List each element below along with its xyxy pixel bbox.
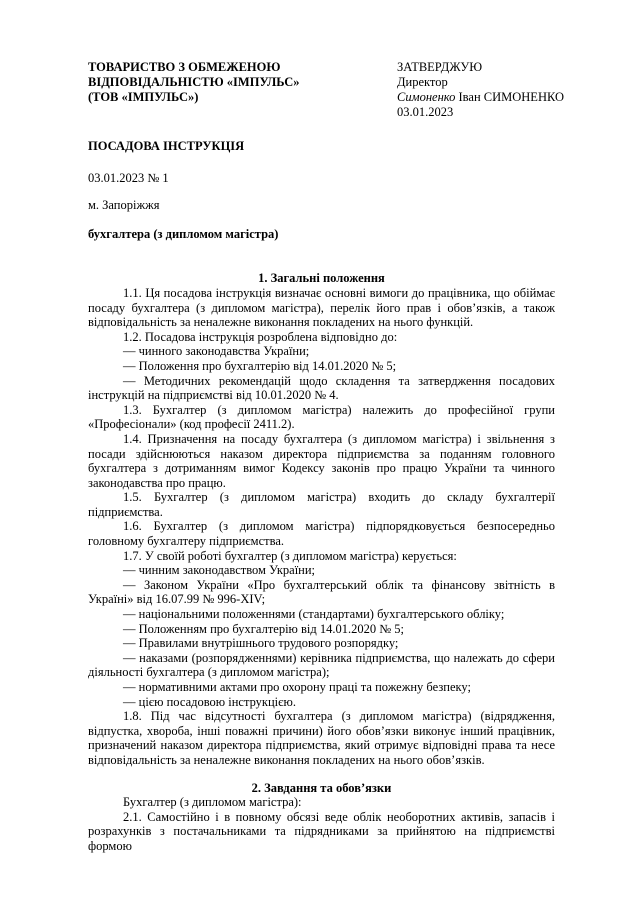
paragraph: — Положенням про бухгалтерію від 14.01.2020 № 5; [123, 621, 405, 636]
paragraph: — наказами (розпорядженнями) керівника підприємства, що належать до сфери діяльності бухгалтера (з дипломом магістра); [88, 650, 555, 680]
sections [88, 271, 555, 853]
document-header [88, 60, 565, 120]
paragraph: 1.6. Бухгалтер (з дипломом магістра) підпорядковується безпосередньо головному бухгалтеру підприємства. [88, 519, 555, 549]
paragraph: — Законом України «Про бухгалтерський облік та фінансову звітність в Україні» від 16.07.99 № 996-XIV; [88, 577, 555, 607]
paragraph: 1.4. Призначення на посаду бухгалтера (з дипломом магістра) і звільнення з посади здійснюються наказом директора підприємства за поданням головного бухгалтера з дотриманням вимог Кодексу законів про працю України та чинного законодавства про працю. [88, 431, 555, 490]
section-heading: 1. Загальні положення [258, 271, 385, 286]
paragraph: 1.5. Бухгалтер (з дипломом магістра) входить до складу бухгалтерії підприємства. [88, 490, 555, 519]
company-name-line: (ТОВ «ІМПУЛЬС») [88, 90, 199, 104]
section-heading: 2. Завдання та обов’язки [251, 780, 392, 795]
company-name-line: ВІДПОВІДАЛЬНІСТЮ «ІМПУЛЬС» [88, 75, 300, 89]
document-title: ПОСАДОВА ІНСТРУКЦІЯ [88, 139, 245, 153]
paragraph: 1.1. Ця посадова інструкція визначає основні вимоги до працівника, що обіймає посаду бухгалтера (з дипломом магістра), перелік його прав і обов’язків, а також відповідальність за неналежне виконання покладених на нього функцій. [88, 285, 555, 330]
document-subject: бухгалтера (з дипломом магістра) [88, 226, 279, 241]
paragraph: — Правилами внутрішнього трудового розпорядку; [123, 636, 399, 651]
approver-position: Директор [397, 75, 448, 89]
paragraph: 1.2. Посадова інструкція розроблена відповідно до: [123, 329, 398, 344]
signature-facsimile: Симоненко [397, 90, 456, 104]
paragraph: Бухгалтер (з дипломом магістра): [123, 795, 302, 810]
paragraph: 1.8. Під час відсутності бухгалтера (з дипломом магістра) (відрядження, відпустка, хвороба, інші поважні причини) його обов’язки виконує інший працівник, призначений наказом директора підприємства, який отримує відповідні права та несе відповідальність за неналежне виконання покладених на нього обов’язків. [88, 709, 555, 767]
document-section [88, 271, 555, 767]
paragraph: — Положення про бухгалтерію від 14.01.2020 № 5; [123, 358, 397, 373]
company-name-block [88, 60, 338, 105]
paragraph: 2.1. Самостійно і в повному обсязі веде облік необоротних активів, запасів і розрахунків з постачальниками та підрядниками за прийнятою на підприємстві формою [88, 809, 555, 853]
paragraph: — національними положеннями (стандартами) бухгалтерського обліку; [123, 607, 505, 622]
company-name-line: ТОВАРИСТВО З ОБМЕЖЕНОЮ [88, 60, 281, 74]
approval-label: ЗАТВЕРДЖУЮ [397, 60, 483, 74]
document-date-number: 03.01.2023 № 1 [88, 170, 169, 185]
paragraph: 1.3. Бухгалтер (з дипломом магістра) належить до професійної групи «Професіонали» (код професії 2411.2). [88, 402, 555, 432]
paragraph: 1.7. У своїй роботі бухгалтер (з дипломом магістра) керується: [123, 548, 457, 563]
approval-block [397, 60, 569, 120]
document-city: м. Запоріжжя [88, 198, 160, 213]
paragraph: — Методичних рекомендацій щодо складення та затвердження посадових інструкцій на підприємстві від 10.01.2020 № 4. [88, 373, 555, 403]
paragraph: — нормативними актами про охорону праці та пожежну безпеку; [123, 680, 471, 694]
document-section [88, 781, 555, 854]
approval-date: 03.01.2023 [397, 105, 454, 119]
paragraph: — чинного законодавства України; [123, 344, 310, 359]
paragraph: — чинним законодавством України; [123, 563, 316, 578]
paragraph: — цією посадовою інструкцією. [123, 694, 296, 709]
approver-signature-line [397, 90, 569, 105]
approver-name: Іван СИМОНЕНКО [458, 90, 565, 104]
